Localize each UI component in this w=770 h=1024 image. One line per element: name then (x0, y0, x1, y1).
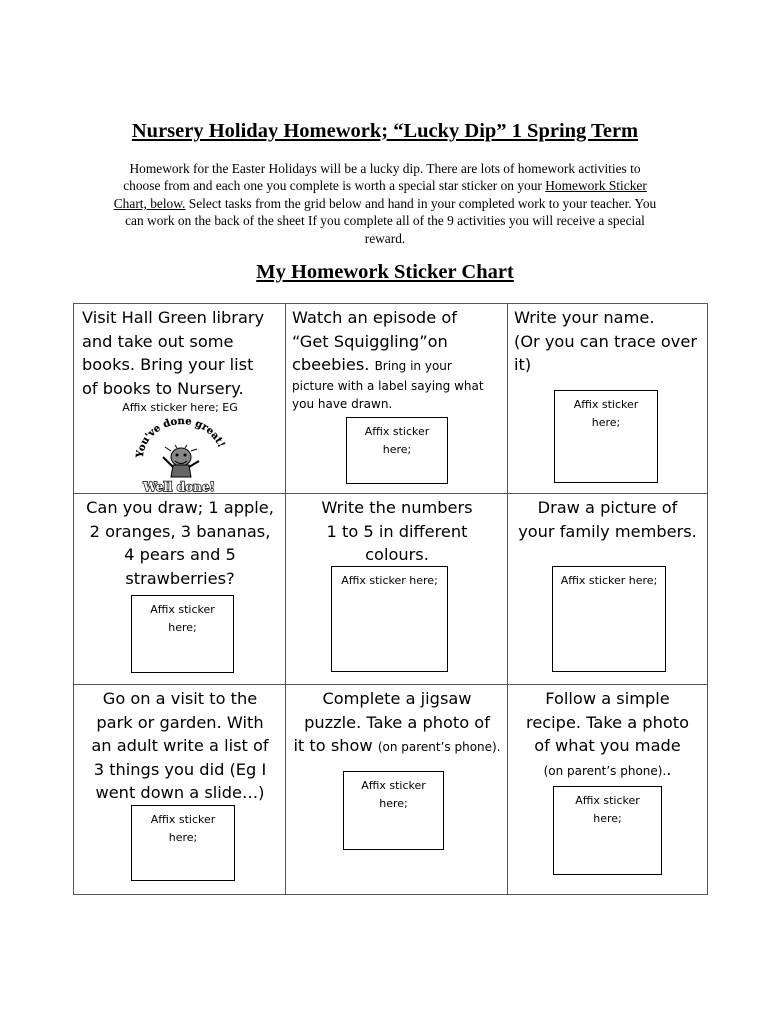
task-text: Follow a simple recipe. Take a photo of what you made (on parent’s phone).. (526, 689, 689, 779)
affix-sticker-box: Affix sticker here; (553, 786, 662, 875)
sticker-chart-link-text: Homework Sticker (545, 178, 647, 194)
intro-line: Homework for the Easter Holidays will be a lucky dip. There are lots of homework activities to (129, 161, 641, 176)
task-text: Can you draw; 1 apple, 2 oranges, 3 bananas, 4 pears and 5 strawberries? (86, 498, 274, 588)
chart-heading: My Homework Sticker Chart (256, 261, 514, 283)
chart-cell-5 (286, 494, 508, 685)
chart-cell-6 (508, 494, 707, 685)
intro-line: can work on the back of the sheet If you complete all of the 9 activities you will receive a special (125, 213, 645, 229)
sticker-arc-text: You've done great! (134, 417, 227, 459)
affix-sticker-box: Affix sticker here; (346, 417, 448, 484)
sticker-chart-grid (73, 303, 708, 895)
chart-cell-1 (74, 304, 286, 494)
sticker-bottom-text: Well done! (143, 480, 215, 493)
task-text: Write your name. (Or you can trace over it) (514, 308, 697, 374)
well-done-sticker-image (129, 417, 229, 493)
chart-cell-4 (74, 494, 286, 685)
chart-cell-3 (508, 304, 707, 494)
affix-sticker-box: Affix sticker here; (131, 595, 234, 673)
task-text: Go on a visit to the park or garden. With an adult write a list of 3 things you did (Eg I went down a slide…) (91, 689, 269, 802)
chart-cell-8 (286, 685, 508, 894)
task-text: Complete a jigsaw puzzle. Take a photo of it to show (on parent’s phone). (293, 689, 501, 755)
intro-line: Chart, below. Select tasks from the grid below and hand in your completed work to your teacher. You (113, 195, 657, 211)
chart-cell-9 (508, 685, 707, 894)
intro-line: reward. (364, 230, 406, 246)
affix-sticker-label: Affix sticker here; EG (122, 401, 238, 414)
affix-sticker-box: Affix sticker here; (554, 390, 658, 483)
task-text: Visit Hall Green library and take out some books. Bring your list of books to Nursery. (82, 308, 265, 398)
chart-cell-7 (74, 685, 286, 894)
task-text: Draw a picture of your family members. (518, 498, 697, 541)
affix-sticker-box: Affix sticker here; (552, 566, 666, 672)
task-text: Write the numbers 1 to 5 in different colours. (321, 498, 473, 564)
page-title: Nursery Holiday Homework; “Lucky Dip” 1 Spring Term (131, 120, 639, 142)
task-text: Watch an episode of “Get Squiggling”on cbeebies. Bring in your picture with a label saying what you have drawn. (292, 308, 484, 411)
chart-cell-2 (286, 304, 508, 494)
intro-paragraph (90, 160, 680, 247)
sticker-chart-link-text: Chart, below. (113, 195, 186, 211)
intro-line: choose from and each one you complete is worth a special star sticker on your Homework Sticker (123, 178, 647, 194)
affix-sticker-box: Affix sticker here; (131, 805, 235, 881)
affix-sticker-box: Affix sticker here; (331, 566, 448, 672)
affix-sticker-box: Affix sticker here; (343, 771, 444, 850)
